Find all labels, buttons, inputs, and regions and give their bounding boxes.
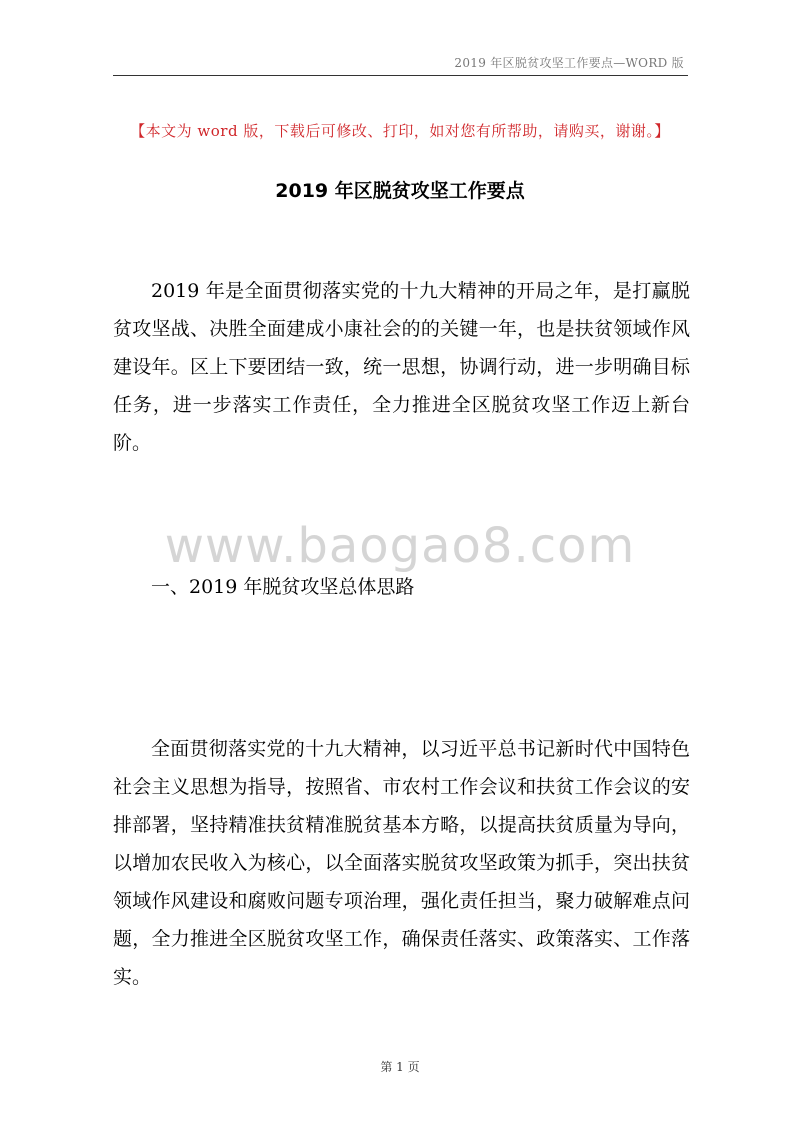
- intro-paragraph: 2019 年是全面贯彻落实党的十九大精神的开局之年，是打赢脱贫攻坚战、决胜全面建成小康社会的的关键一年，也是扶贫领域作风建设年。区上下要团结一致，统一思想，协调行动，进一步明确目标任务，进一步落实工作责任，全力推进全区脱贫攻坚工作迈上新台阶。: [113, 280, 690, 454]
- download-notice: 【本文为 word 版，下载后可修改、打印，如对您有所帮助，请购买，谢谢。】: [130, 122, 670, 140]
- header-divider: [113, 75, 688, 76]
- section-body-paragraph: 全面贯彻落实党的十九大精神，以习近平总书记新时代中国特色社会主义思想为指导，按照省、市农村工作会议和扶贫工作会议的安排部署，坚持精准扶贫精准脱贫基本方略，以提高扶贫质量为导向，以增加农民收入为核心，以全面落实脱贫攻坚政策为抓手，突出扶贫领域作风建设和腐败问题专项治理，强化责任担当，聚力破解难点问题，全力推进全区脱贫攻坚工作，确保责任落实、政策落实、工作落实。: [113, 738, 690, 988]
- page-number: 第 1 页: [380, 1060, 420, 1074]
- document-title: 2019 年区脱贫攻坚工作要点: [275, 180, 525, 202]
- section-heading: 一、2019 年脱贫攻坚总体思路: [151, 576, 415, 598]
- watermark-text: www.baogao8.com: [164, 518, 636, 574]
- page-header-text: 2019 年区脱贫攻坚工作要点—WORD 版: [454, 56, 684, 70]
